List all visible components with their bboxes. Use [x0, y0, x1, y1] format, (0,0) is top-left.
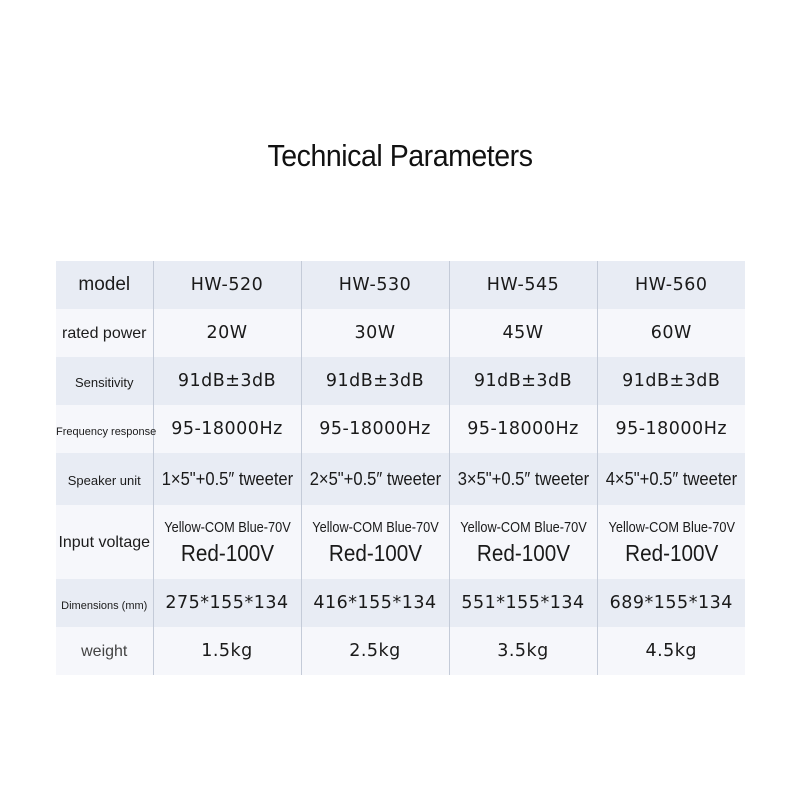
input-voltage-wiring: Yellow-COM Blue-70V	[459, 519, 587, 536]
row-label-dimensions: Dimensions (mm)	[56, 579, 153, 627]
cell-dimensions: 689*155*134	[597, 579, 745, 627]
cell-weight: 4.5kg	[597, 627, 745, 675]
cell-sensitivity: 91dB±3dB	[597, 357, 745, 405]
page-title: Technical Parameters	[267, 138, 533, 173]
cell-input-voltage	[597, 505, 745, 579]
row-input-voltage	[56, 505, 745, 579]
spec-table	[56, 261, 745, 675]
cell-model: HW-530	[301, 261, 449, 309]
cell-speaker-unit: 1×5"+0.5″ tweeter	[153, 453, 301, 505]
cell-sensitivity: 91dB±3dB	[449, 357, 597, 405]
cell-sensitivity: 91dB±3dB	[153, 357, 301, 405]
input-voltage-red: Red-100V	[624, 539, 718, 566]
row-label-sensitivity: Sensitivity	[56, 357, 153, 405]
cell-speaker-unit: 2×5"+0.5″ tweeter	[301, 453, 449, 505]
row-speaker-unit	[56, 453, 745, 505]
cell-speaker-unit: 3×5"+0.5″ tweeter	[449, 453, 597, 505]
cell-weight: 1.5kg	[153, 627, 301, 675]
row-label-frequency-response: Frequency response	[56, 405, 153, 453]
row-rated-power	[56, 309, 745, 357]
row-sensitivity	[56, 357, 745, 405]
cell-weight: 2.5kg	[301, 627, 449, 675]
cell-dimensions: 275*155*134	[153, 579, 301, 627]
cell-model: HW-560	[597, 261, 745, 309]
cell-model: HW-520	[153, 261, 301, 309]
cell-rated-power: 60W	[597, 309, 745, 357]
cell-rated-power: 20W	[153, 309, 301, 357]
cell-rated-power: 30W	[301, 309, 449, 357]
cell-dimensions: 416*155*134	[301, 579, 449, 627]
input-voltage-red: Red-100V	[328, 539, 422, 566]
row-dimensions	[56, 579, 745, 627]
cell-frequency-response: 95-18000Hz	[301, 405, 449, 453]
cell-model: HW-545	[449, 261, 597, 309]
cell-input-voltage	[153, 505, 301, 579]
cell-frequency-response: 95-18000Hz	[153, 405, 301, 453]
row-weight	[56, 627, 745, 675]
row-label-rated-power: rated power	[56, 309, 153, 357]
cell-dimensions: 551*155*134	[449, 579, 597, 627]
cell-rated-power: 45W	[449, 309, 597, 357]
row-label-model: model	[56, 261, 153, 309]
cell-weight: 3.5kg	[449, 627, 597, 675]
cell-frequency-response: 95-18000Hz	[449, 405, 597, 453]
input-voltage-wiring: Yellow-COM Blue-70V	[311, 519, 439, 536]
cell-input-voltage	[301, 505, 449, 579]
input-voltage-wiring: Yellow-COM Blue-70V	[163, 519, 291, 536]
cell-sensitivity: 91dB±3dB	[301, 357, 449, 405]
row-label-weight: weight	[56, 627, 153, 675]
input-voltage-red: Red-100V	[180, 539, 274, 566]
input-voltage-red: Red-100V	[476, 539, 570, 566]
row-frequency-response	[56, 405, 745, 453]
cell-frequency-response: 95-18000Hz	[597, 405, 745, 453]
cell-speaker-unit: 4×5"+0.5″ tweeter	[597, 453, 745, 505]
row-model	[56, 261, 745, 309]
row-label-speaker-unit: Speaker unit	[56, 453, 153, 505]
row-label-input-voltage: Input voltage	[56, 505, 153, 579]
input-voltage-wiring: Yellow-COM Blue-70V	[608, 519, 735, 536]
cell-input-voltage	[449, 505, 597, 579]
